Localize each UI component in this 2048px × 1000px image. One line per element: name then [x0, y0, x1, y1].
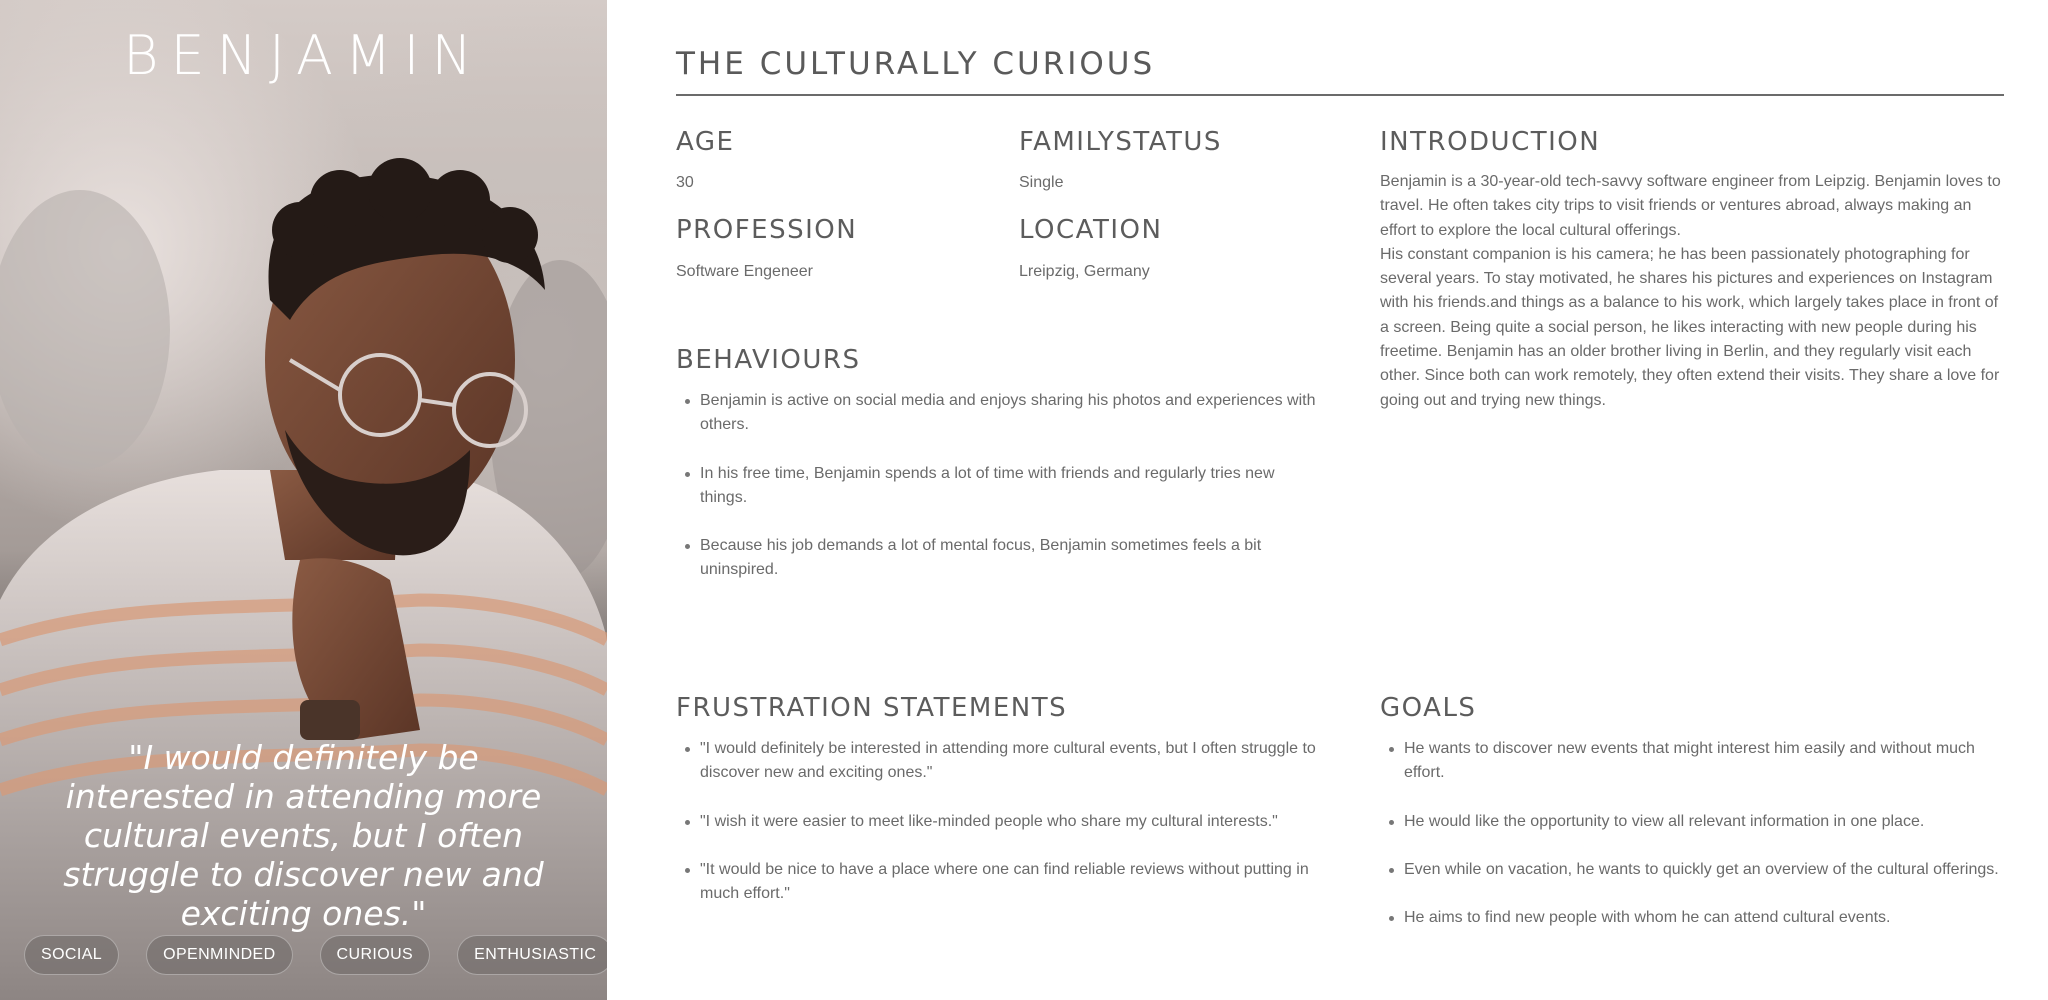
age-label: AGE [676, 127, 735, 157]
introduction-paragraph: Benjamin is a 30-year-old tech-savvy software engineer from Leipzig. Benjamin loves to travel. He often takes city trips to visit friends or ventures abroad, always making an effort to explore the local cultural offerings. [1380, 173, 2001, 239]
goal-item: He would like the opportunity to view all relevant information in one place. [1380, 810, 2004, 834]
tag-curious[interactable]: CURIOUS [320, 935, 431, 975]
introduction-text [1380, 170, 2004, 413]
behaviour-item: Because his job demands a lot of mental focus, Benjamin sometimes feels a bit uninspired. [676, 534, 1316, 583]
behaviour-item: In his free time, Benjamin spends a lot of time with friends and regularly tries new things. [676, 462, 1316, 511]
persona-quote: "I would definitely be interested in attending more cultural events, but I often struggle to discover new and exciting ones." [63, 738, 544, 933]
frustration-item: "I wish it were easier to meet like-minded people who share my cultural interests." [676, 810, 1316, 834]
goals-list [1380, 737, 2004, 954]
behaviours-label: BEHAVIOURS [676, 345, 861, 375]
familystatus-label: FAMILYSTATUS [1019, 127, 1222, 157]
profession-label: PROFESSION [676, 215, 858, 245]
goal-item: Even while on vacation, he wants to quickly get an overview of the cultural offerings. [1380, 858, 2004, 882]
persona-name: BENJAMIN [123, 24, 484, 87]
behaviours-list [676, 389, 1316, 607]
goal-item: He wants to discover new events that might interest him easily and without much effort. [1380, 737, 2004, 786]
persona-tags [24, 935, 607, 975]
frustration-item: "It would be nice to have a place where one can find reliable reviews without putting in much effort." [676, 858, 1316, 907]
tag-openminded[interactable]: OPENMINDED [146, 935, 292, 975]
title-divider [676, 94, 2004, 96]
location-value: Lreipzig, Germany [1019, 263, 1150, 280]
tag-social[interactable]: SOCIAL [24, 935, 119, 975]
frustrations-label: FRUSTRATION STATEMENTS [676, 693, 1068, 723]
age-value: 30 [676, 174, 694, 191]
persona-photo-panel [0, 0, 607, 1000]
persona-details [676, 0, 2004, 1000]
behaviour-item: Benjamin is active on social media and enjoys sharing his photos and experiences with others. [676, 389, 1316, 438]
frustrations-list [676, 737, 1316, 930]
profession-value: Software Engeneer [676, 263, 813, 280]
tag-enthusiastic[interactable]: ENTHUSIASTIC [457, 935, 607, 975]
familystatus-value: Single [1019, 174, 1064, 191]
goals-label: GOALS [1380, 693, 1477, 723]
introduction-paragraph: His constant companion is his camera; he has been passionately photographing for several years. To stay motivated, he shares his pictures and experiences on Instagram with his friends.and things as a balance to his work, which largely takes place in front of a screen. Being quite a social person, he likes interacting with new people during his freetime. Benjamin has an older brother living in Berlin, and they regularly visit each other. Since both can work remotely, they often extend their visits. They share a love for going out and trying new things. [1380, 245, 2000, 409]
introduction-label: INTRODUCTION [1380, 127, 1601, 157]
location-label: LOCATION [1019, 215, 1163, 245]
page-title: THE CULTURALLY CURIOUS [676, 46, 1156, 82]
frustration-item: "I would definitely be interested in attending more cultural events, but I often struggle to discover new and exciting ones." [676, 737, 1316, 786]
goal-item: He aims to find new people with whom he can attend cultural events. [1380, 906, 2004, 930]
